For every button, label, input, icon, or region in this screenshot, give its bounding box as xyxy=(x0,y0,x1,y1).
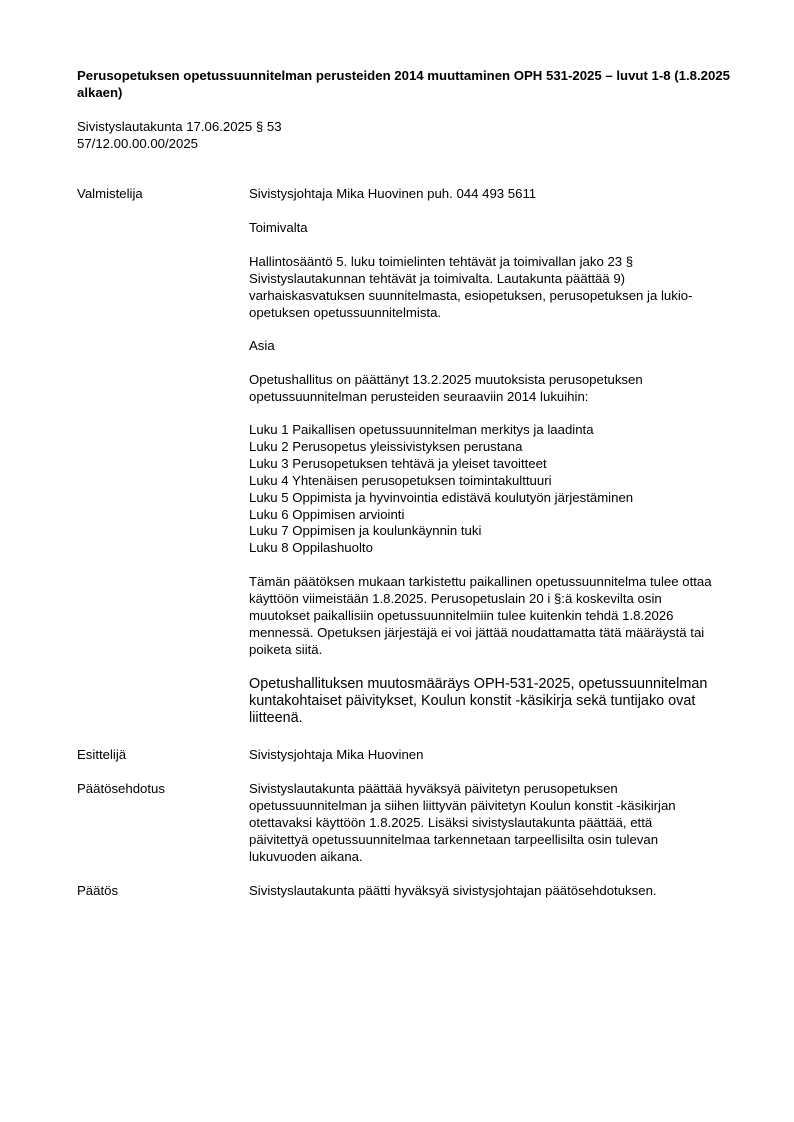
esittelija-value: Sivistysjohtaja Mika Huovinen xyxy=(249,747,424,762)
attachments-text: Opetushallituksen muutosmääräys OPH-531-2025, opetussuunnitelman kuntakohtaiset päivitykset, Koulun konstit -käsikirja sekä tuntijako ovat liitteenä. xyxy=(249,676,708,726)
list-item: Luku 3 Perusopetuksen tehtävä ja yleiset tavoitteet xyxy=(249,455,547,471)
chapter-list xyxy=(249,422,719,557)
list-item: Luku 1 Paikallisen opetussuunnitelman merkitys ja laadinta xyxy=(249,422,594,437)
esittelija-label: Esittelijä xyxy=(77,747,127,762)
toimivalta-heading: Toimivalta xyxy=(249,220,308,235)
reference-number: 57/12.00.00.00/2025 xyxy=(77,135,198,151)
list-item: Luku 2 Perusopetus yleissivistyksen perustana xyxy=(249,438,523,454)
meeting-info xyxy=(77,119,282,153)
paatos-value: Sivistyslautakunta päätti hyväksyä sivistysjohtajan päätösehdotuksen. xyxy=(249,883,657,898)
list-item: Luku 4 Yhtenäisen perusopetuksen toimintakulttuuri xyxy=(249,472,552,488)
valmistelija-label: Valmistelija xyxy=(77,186,143,201)
list-item: Luku 6 Oppimisen arviointi xyxy=(249,506,405,522)
toimivalta-text: Hallintosääntö 5. luku toimielinten tehtävät ja toimivallan jako 23 § Sivistyslautakunnan tehtävät ja toimivalta. Lautakunta päättää 9) varhaiskasvatuksen suunnitelmasta, esiopetuksen, perusopetuksen ja lukio- opetuksen opetussuunnitelmista. xyxy=(249,254,693,320)
meeting-line: Sivistyslautakunta 17.06.2025 § 53 xyxy=(77,119,282,134)
preparer-name: Sivistysjohtaja Mika Huovinen puh. 044 493 5611 xyxy=(249,186,537,201)
implementation-text: Tämän päätöksen mukaan tarkistettu paikallinen opetussuunnitelma tulee ottaa käyttöön viimeistään 1.8.2025. Perusopetuslain 20 i §:ä koskevilta osin muutokset paikallisiin opetussuunnitelmiin tulee kuitenkin tehdä 1.8.2026 mennessä. Opetuksen järjestäjä ei voi jättää noudattamatta tätä määräystä tai poiketa siitä. xyxy=(249,574,712,657)
valmistelija-section xyxy=(249,186,719,203)
paatosehdotus-value: Sivistyslautakunta päättää hyväksyä päivitetyn perusopetuksen opetussuunnitelman ja siihen liittyvän päivitetyn Koulun konstit -käsikirjan otettavaksi käyttöön 1.8.2025. Lisäksi sivistyslautakunta päättää, että päivitettyä opetussuunnitelmaa tarkennetaan tarpeellisilta osin tulevan lukuvuoden aikana. xyxy=(249,781,676,864)
paatos-label: Päätös xyxy=(77,883,119,898)
document-title: Perusopetuksen opetussuunnitelman perusteiden 2014 muuttaminen OPH 531-2025 – luvut 1-8 (1.8.2025 alkaen) xyxy=(77,68,730,100)
asia-text: Opetushallitus on päättänyt 13.2.2025 muutoksista perusopetuksen opetussuunnitelman perusteiden seuraaviin 2014 lukuihin: xyxy=(249,372,643,404)
list-item: Luku 8 Oppilashuolto xyxy=(249,540,373,556)
list-item: Luku 5 Oppimista ja hyvinvointia edistävä koulutyön järjestäminen xyxy=(249,489,634,505)
paatosehdotus-label: Päätösehdotus xyxy=(77,781,165,796)
asia-heading: Asia xyxy=(249,338,275,353)
list-item: Luku 7 Oppimisen ja koulunkäynnin tuki xyxy=(249,523,482,539)
